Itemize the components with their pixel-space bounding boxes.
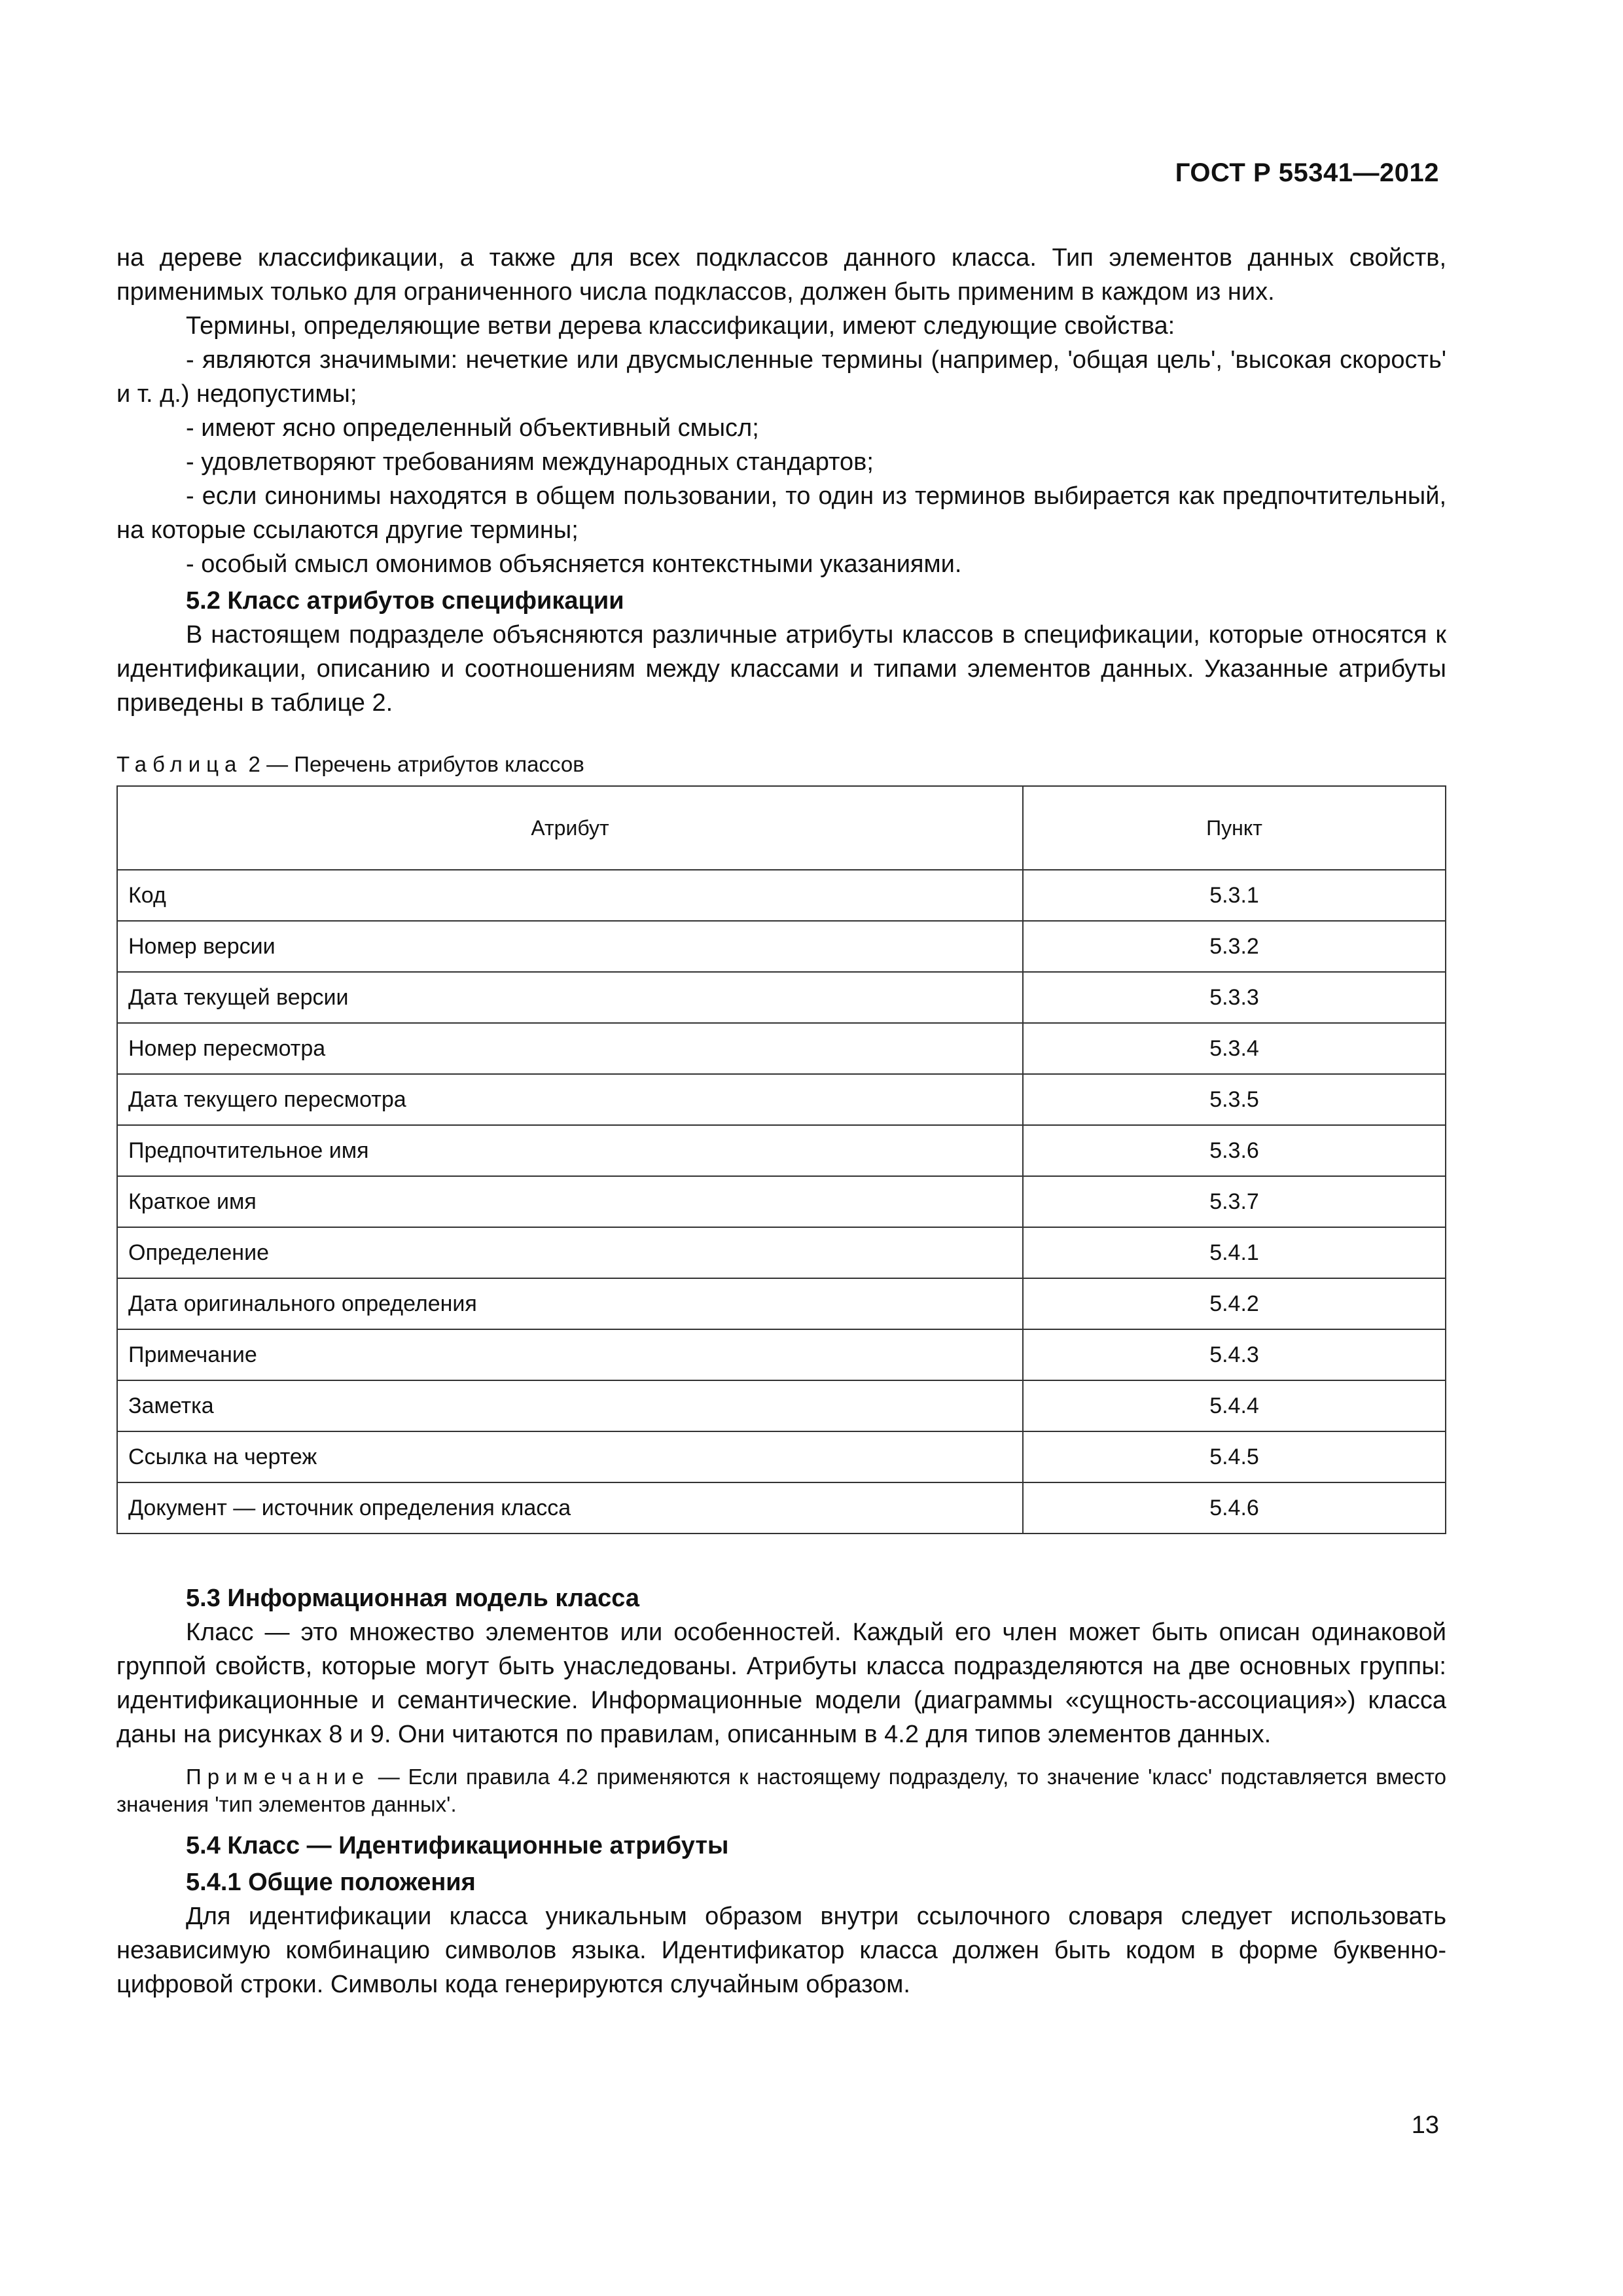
- list-item: - имеют ясно определенный объективный смысл;: [186, 414, 759, 442]
- clause-cell: 5.3.7: [1023, 1176, 1446, 1227]
- clause-cell: 5.4.2: [1023, 1278, 1446, 1329]
- attribute-cell: Дата текущего пересмотра: [117, 1074, 1023, 1125]
- table-caption-title: 2 — Перечень атрибутов классов: [242, 752, 584, 776]
- attribute-cell: Краткое имя: [117, 1176, 1023, 1227]
- page-number: 13: [1411, 2111, 1439, 2139]
- standard-header: ГОСТ Р 55341—2012: [1175, 158, 1439, 187]
- attribute-cell: Код: [117, 870, 1023, 921]
- table-row: [117, 1074, 1446, 1125]
- attribute-cell: Примечание: [117, 1329, 1023, 1380]
- section-heading-5-2: 5.2 Класс атрибутов спецификации: [186, 587, 624, 615]
- table-row: [117, 1176, 1446, 1227]
- attribute-cell: Номер версии: [117, 921, 1023, 972]
- clause-cell: 5.4.1: [1023, 1227, 1446, 1278]
- table-caption: [116, 751, 1446, 778]
- note-label: Примечание: [186, 1765, 370, 1789]
- section-5-4-1-text: Для идентификации класса уникальным образом внутри ссылочного словаря следует использовать независимую комбинацию символов языка. Идентификатор класса должен быть кодом в форме буквенно-цифровой строки. Символы кода генерируются случайным образом.: [116, 1903, 1446, 1998]
- table-row: [117, 1380, 1446, 1431]
- attribute-cell: Дата текущей версии: [117, 972, 1023, 1023]
- note: [116, 1763, 1446, 1818]
- clause-cell: 5.4.4: [1023, 1380, 1446, 1431]
- attribute-cell: Документ — источник определения класса: [117, 1482, 1023, 1534]
- column-header-attribute: Атрибут: [117, 786, 1023, 870]
- clause-cell: 5.3.5: [1023, 1074, 1446, 1125]
- attribute-cell: Определение: [117, 1227, 1023, 1278]
- attribute-cell: Предпочтительное имя: [117, 1125, 1023, 1176]
- attribute-cell: Дата оригинального определения: [117, 1278, 1023, 1329]
- clause-cell: 5.3.6: [1023, 1125, 1446, 1176]
- attribute-cell: Номер пересмотра: [117, 1023, 1023, 1074]
- table-row: [117, 1329, 1446, 1380]
- table-row: [117, 1227, 1446, 1278]
- clause-cell: 5.4.3: [1023, 1329, 1446, 1380]
- section-5-3-text: Класс — это множество элементов или особенностей. Каждый его член может быть описан одинаковой группой свойств, которые могут быть унаследованы. Атрибуты класса подразделяются на две основных группы: идентификационные и семантические. Информационные модели (диаграммы «сущность-ассоциация») класса даны на рисунках 8 и 9. Они читаются по правилам, описанным в 4.2 для типов элементов данных.: [116, 1619, 1446, 1748]
- table-row: [117, 870, 1446, 921]
- clause-cell: 5.3.1: [1023, 870, 1446, 921]
- list-item: - являются значимыми: нечеткие или двусмысленные термины (например, 'общая цель', 'высокая скорость' и т. д.) недопустимы;: [116, 346, 1446, 408]
- clause-cell: 5.3.2: [1023, 921, 1446, 972]
- page-content: [116, 241, 1446, 2001]
- clause-cell: 5.3.3: [1023, 972, 1446, 1023]
- table-row: [117, 921, 1446, 972]
- list-item: - если синонимы находятся в общем пользовании, то один из терминов выбирается как предпочтительный, на которые ссылаются другие термины;: [116, 482, 1446, 544]
- table-row: [117, 972, 1446, 1023]
- section-heading-5-4: 5.4 Класс — Идентификационные атрибуты: [186, 1832, 729, 1859]
- list-item: - удовлетворяют требованиям международных стандартов;: [186, 448, 874, 476]
- table-row: [117, 1482, 1446, 1534]
- note-text: — Если правила 4.2 применяются к настоящему подразделу, то значение 'класс' подставляется вместо значения 'тип элементов данных'.: [116, 1765, 1446, 1816]
- column-header-clause: Пункт: [1023, 786, 1446, 870]
- clause-cell: 5.4.6: [1023, 1482, 1446, 1534]
- table-caption-label: Таблица: [116, 752, 243, 776]
- attribute-cell: Заметка: [117, 1380, 1023, 1431]
- list-item: - особый смысл омонимов объясняется контекстными указаниями.: [186, 550, 962, 578]
- table-row: [117, 1023, 1446, 1074]
- paragraph: на дереве классификации, а также для всех подклассов данного класса. Тип элементов данных свойств, применимых только для ограниченного числа подклассов, должен быть применим в каждом из них.: [116, 244, 1446, 306]
- attributes-table: [116, 785, 1446, 1534]
- paragraph: Термины, определяющие ветви дерева классификации, имеют следующие свойства:: [186, 312, 1175, 340]
- table-row: [117, 1125, 1446, 1176]
- clause-cell: 5.4.5: [1023, 1431, 1446, 1482]
- intro-paragraphs: [116, 241, 1446, 581]
- section-5-2-text: В настоящем подразделе объясняются различные атрибуты классов в спецификации, которые относятся к идентификации, описанию и соотношениям между классами и типами элементов данных. Указанные атрибуты приведены в таблице 2.: [116, 621, 1446, 717]
- section-heading-5-3: 5.3 Информационная модель класса: [186, 1585, 640, 1612]
- clause-cell: 5.3.4: [1023, 1023, 1446, 1074]
- table-header-row: [117, 786, 1446, 870]
- attribute-cell: Ссылка на чертеж: [117, 1431, 1023, 1482]
- table-row: [117, 1431, 1446, 1482]
- table-row: [117, 1278, 1446, 1329]
- subsection-heading-5-4-1: 5.4.1 Общие положения: [186, 1869, 476, 1896]
